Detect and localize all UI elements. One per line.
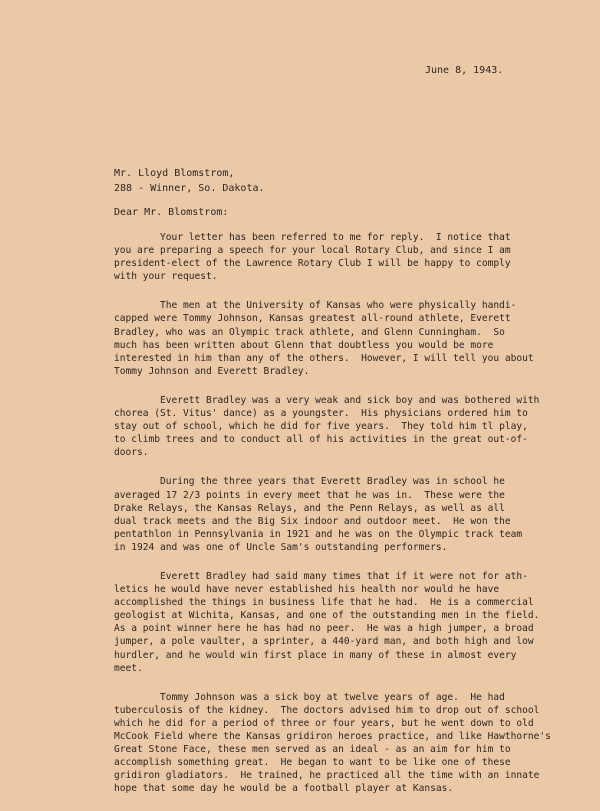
text-line: doors. (114, 447, 149, 459)
paragraph-3 (114, 394, 544, 459)
text-line: much has been written about Glenn that doubtless you would be more (114, 339, 494, 351)
paragraph-4 (114, 475, 544, 554)
text-line: interested in him than any of the others. However, I will tell you about (114, 352, 534, 364)
text-line: Great Stone Face, these men served as an ideal - as an aim for him to (114, 744, 511, 756)
paragraph-1 (114, 231, 544, 283)
text-line: meet. (114, 662, 143, 674)
text-line: dual track meets and the Big Six indoor and outdoor meet. He won the (114, 515, 511, 527)
paragraph-6 (114, 691, 551, 796)
text-line: Drake Relays, the Kansas Relays, and the Penn Relays, as well as all (114, 502, 505, 514)
text-line: gridiron gladiators. He trained, he practiced all the time with an innate (114, 770, 540, 782)
text-line: As a point winner here he has had no peer. He was a high jumper, a broad (114, 623, 534, 635)
text-line: The men at the University of Kansas who were physically handi- (114, 300, 517, 312)
recipient-address-block (114, 167, 265, 196)
letter-body (114, 231, 551, 811)
text-line: Bradley, who was an Olympic track athlete, and Glenn Cunningham. So (114, 326, 505, 338)
text-line: accomplish something great. He began to want to be like one of these (114, 757, 511, 769)
text-line: hurdler, and he would win first place in many of these in almost every (114, 649, 517, 661)
salutation: Dear Mr. Blomstrom: (114, 207, 229, 218)
text-line: stay out of school, which he did for five years. They told him tl play, (114, 421, 528, 433)
text-line: which he did for a period of three or four years, but he went down to old (114, 717, 534, 729)
text-line: capped were Tommy Johnson, Kansas greatest all-round athlete, Everett (114, 313, 511, 325)
text-line: averaged 17 2/3 points in every meet that he was in. These were the (114, 489, 505, 501)
text-line: to climb trees and to conduct all of his activities in the great out-of- (114, 434, 528, 446)
text-line: accomplished the things in business life that he had. He is a commercial (114, 597, 534, 609)
text-line: hope that some day he would be a football player at Kansas. (114, 783, 454, 795)
text-line: Everett Bradley was a very weak and sick boy and was bothered with (114, 394, 540, 406)
text-line: president-elect of the Lawrence Rotary Club I will be happy to comply (114, 258, 511, 270)
text-line: letics he would have never established his health nor would he have (114, 584, 500, 596)
paragraph-5 (114, 570, 544, 675)
recipient-name: Mr. Lloyd Blomstrom, (114, 168, 235, 179)
letter-date: June 8, 1943. (425, 65, 504, 76)
text-line: During the three years that Everett Bradley was in school he (114, 476, 505, 488)
paragraph-2 (114, 299, 544, 378)
text-line: Everett Bradley had said many times that if it were not for ath- (114, 570, 528, 582)
text-line: jumper, a pole vaulter, a sprinter, a 440-yard man, and both high and low (114, 636, 534, 648)
text-line: chorea (St. Vitus' dance) as a youngster. His physicians ordered him to (114, 408, 528, 420)
text-line: McCook Field where the Kansas gridiron heroes practice, and like Hawthorne's (114, 731, 551, 742)
text-line: geologist at Wichita, Kansas, and one of the outstanding men in the field. (114, 610, 540, 622)
text-line: tuberculosis of the kidney. The doctors advised him to drop out of school (114, 704, 540, 716)
recipient-address: 288 - Winner, So. Dakota. (114, 182, 265, 194)
text-line: Tommy Johnson and Everett Bradley. (114, 365, 310, 377)
text-line: in 1924 and was one of Uncle Sam's outstanding performers. (114, 541, 448, 553)
text-line: you are preparing a speech for your local Rotary Club, and since I am (114, 245, 511, 257)
text-line: Tommy Johnson was a sick boy at twelve years of age. He had (114, 691, 505, 703)
text-line: pentathlon in Pennsylvania in 1921 and he was on the Olympic track team (114, 528, 523, 540)
text-line: with your request. (114, 271, 218, 283)
text-line: Your letter has been referred to me for reply. I notice that (114, 232, 511, 243)
